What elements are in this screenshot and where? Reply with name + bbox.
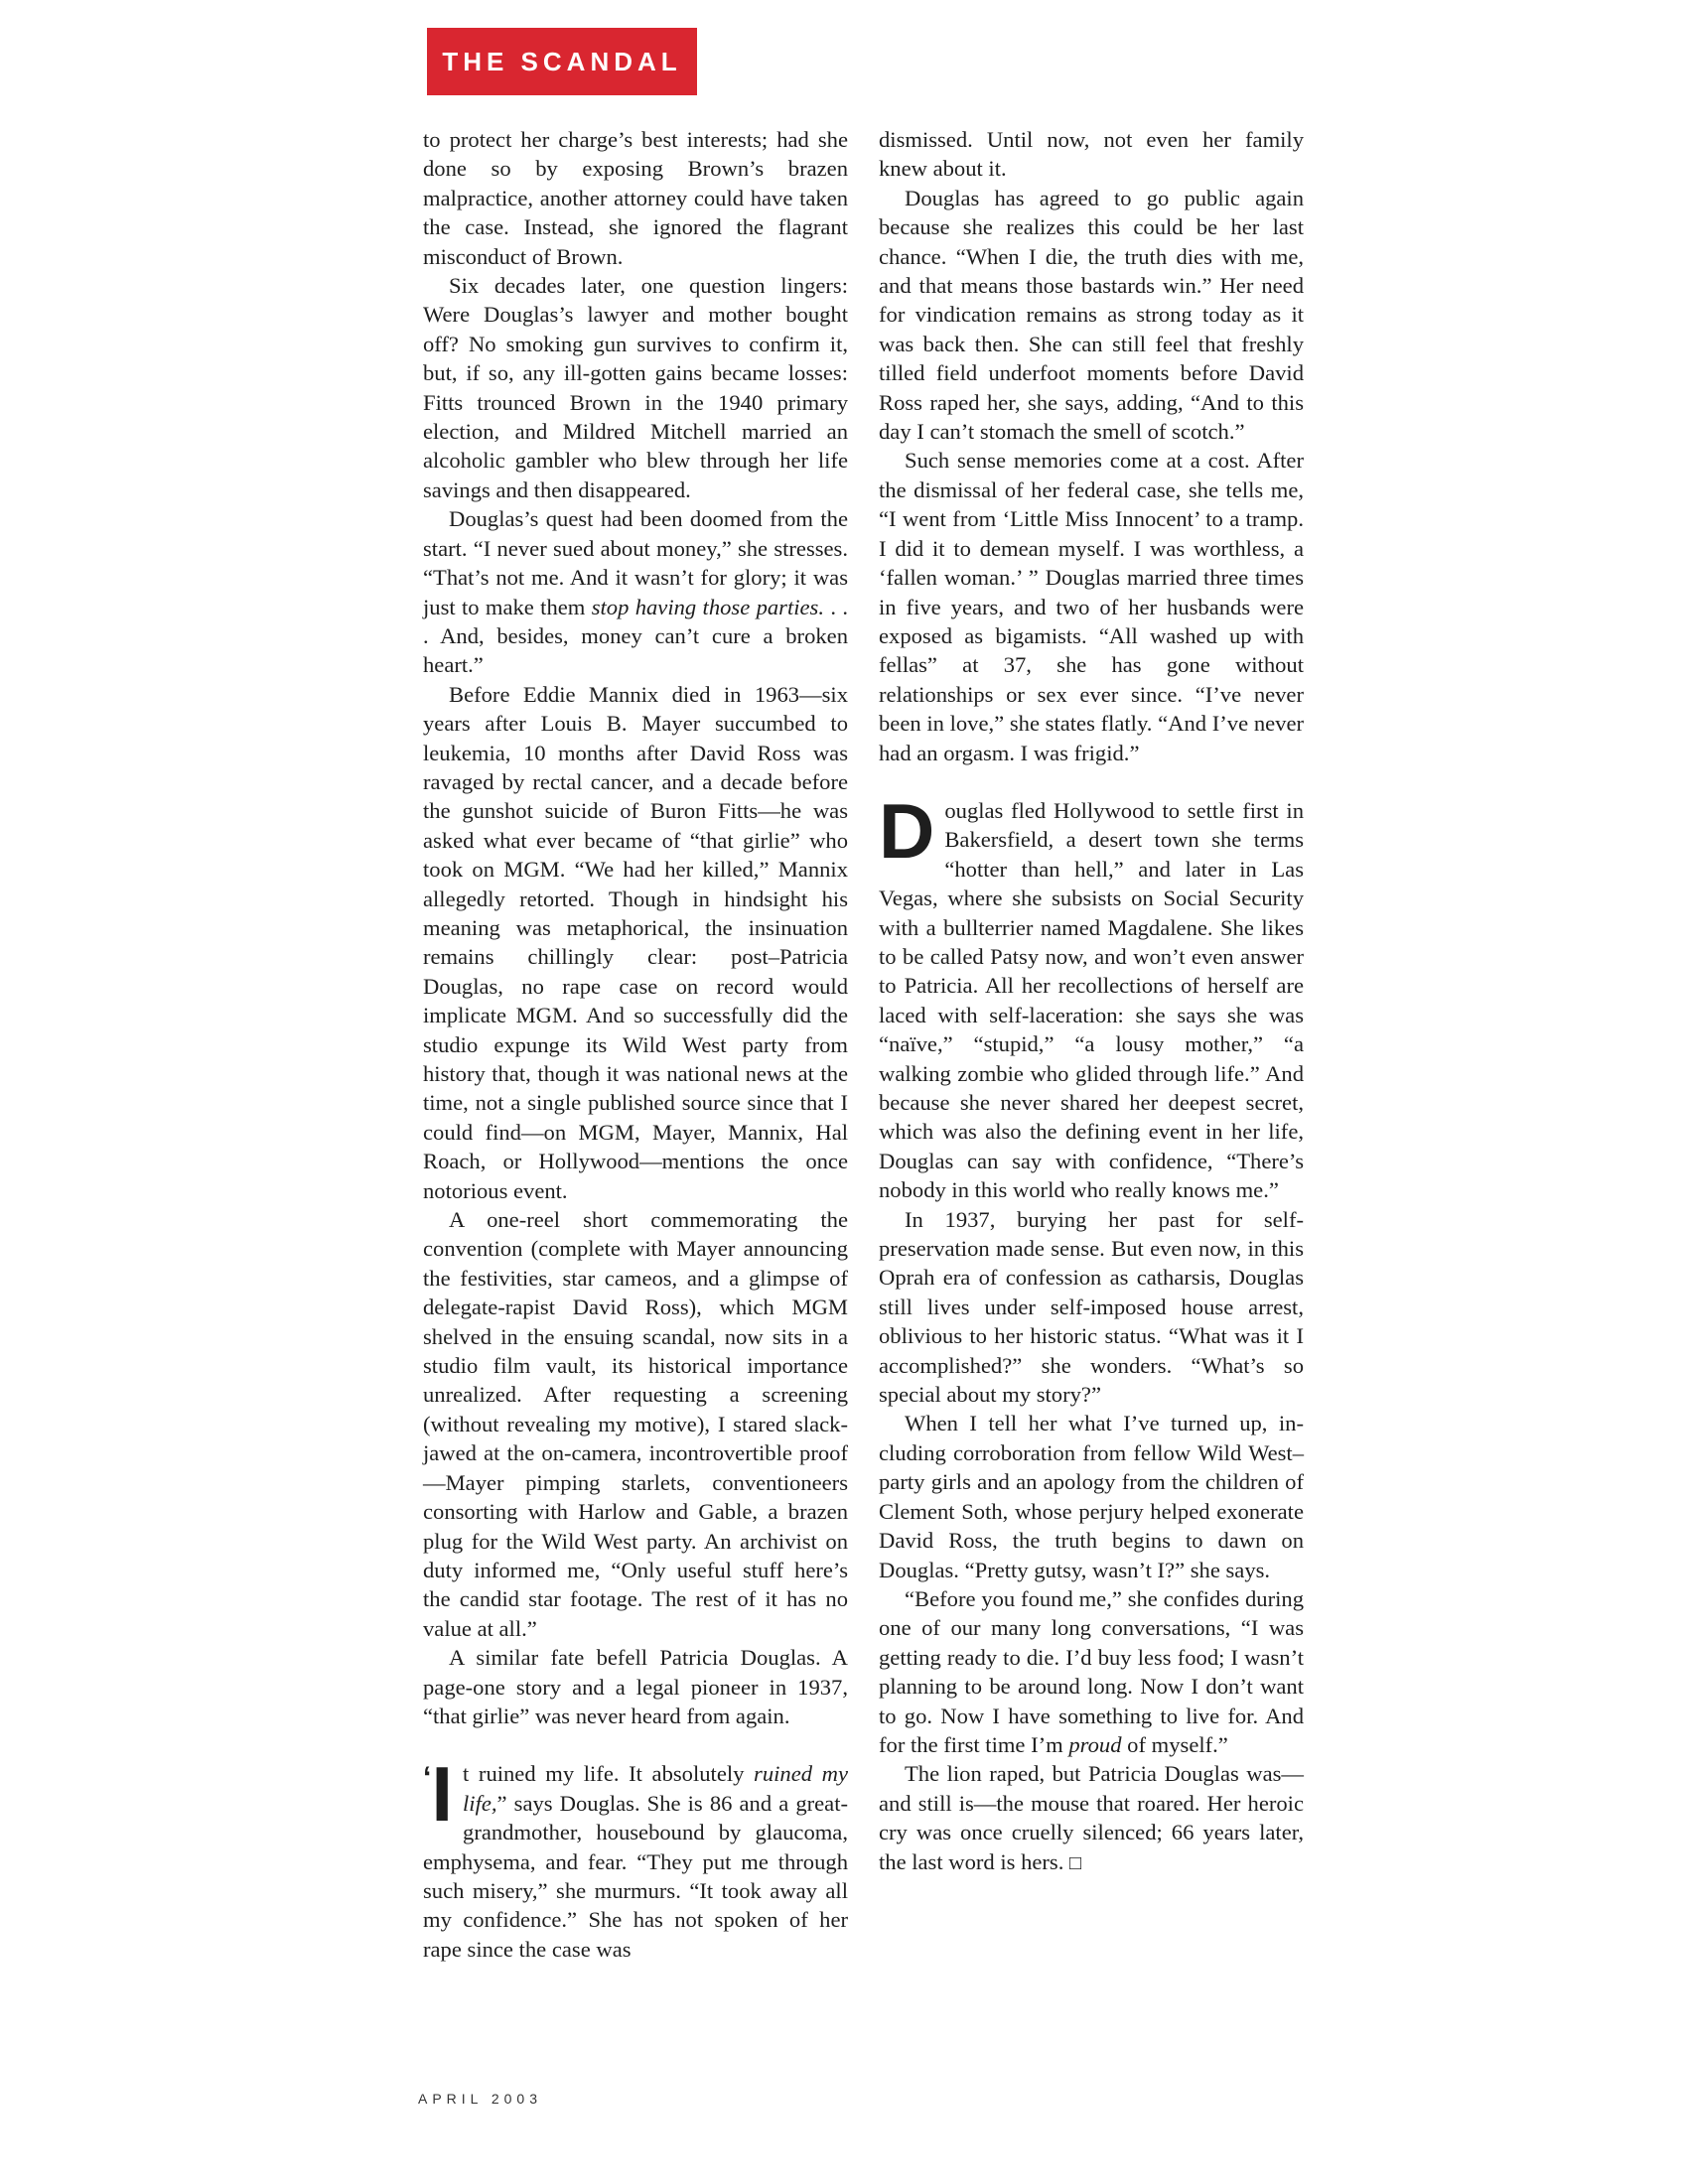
text-run: ” says Douglas. She is 86 and a great-grandmother, housebound by glaucoma, emphysema, and fear. “They put me through such misery,” she murmurs. “It took away all my confidence.” She has not spoken of her rape since the case was — [423, 1790, 848, 1962]
end-mark: □ — [1069, 1851, 1082, 1874]
paragraph — [879, 1584, 1304, 1759]
drop-cap-quote: ‘ — [423, 1761, 432, 1795]
paragraph-dropcap — [879, 786, 1304, 1205]
paragraph: Douglas has agreed to go public again because she realizes this could be her last chance. “When I die, the truth dies with me, and that means those bastards win.” Her need for vindication remains as strong today as it was back then. She can still feel that freshly tilled field underfoot moments before David Ross raped her, she says, adding, “And to this day I can’t stomach the smell of scotch.” — [879, 185, 1304, 445]
paragraph: Before Eddie Mannix died in 1963—six years after Louis B. Mayer succumbed to leukemia, 10 months after David Ross was ravaged by rectal cancer, and a decade before the gunshot suicide of Buron Fitts—he was asked what ever became of “that girlie” who took on MGM. “We had her killed,” Mannix allegedly retorted. Though in hindsight his meaning was metaphorical, the insinuation remains chillingly clear: post–Patricia Douglas, no rape case on record would implicate MGM. And so successfully did the studio expunge its Wild West party from history that, though it was national news at the time, not a single published source since that I could find—on MGM, Mayer, Mannix, Hal Roach, or Hollywood—mentions the once notorious event. — [423, 681, 848, 1203]
paragraph: Six decades later, one question lingers: Were Douglas’s lawyer and mother bought off? No smoking gun survives to confirm it, but, if so, any ill-gotten gains became losses: Fitts trounced Brown in the 1940 primary election, and Mildred Mitchell married an alcoholic gambler who blew through her life savings and then disappeared. — [423, 273, 848, 502]
paragraph: When I tell her what I’ve turned up, including corroboration from fellow Wild West–party girls and an apology from the children of Clement Soth, whose perjury helped exonerate David Ross, the truth begins to dawn on Douglas. “Pretty gutsy, wasn’t I?” she says. — [879, 1411, 1304, 1582]
text-run: The lion raped, but Patricia Douglas was—and still is—the mouse that roared. Her heroic cry was once cruelly silenced; 66 years later, the last word is hers. — [879, 1761, 1304, 1874]
text-run: t ruined my life. It absolutely — [463, 1761, 755, 1787]
paragraph: A similar fate befell Patricia Douglas. A page-one story and a legal pioneer in 1937, “that girlie” was never heard from again. — [423, 1645, 848, 1728]
text-run: “Before you found me,” she confides during one of our many long conversations, “I was getting ready to die. I’d buy less food; I wasn’t planning to be around long. Now I don’t want to go. Now I have something to live for. And for the first time I’m — [879, 1585, 1304, 1757]
section-tag: THE SCANDAL — [427, 28, 697, 95]
text-run: . . . And, besides, money can’t cure a broken heart.” — [423, 594, 848, 678]
drop-cap-letter: I — [431, 1750, 454, 1839]
paragraph-dropcap — [423, 1750, 849, 1964]
paragraph — [879, 1759, 1304, 1878]
right-column — [879, 125, 1304, 1878]
emphasis: ruined my life, — [463, 1761, 849, 1816]
text-run: Douglas’s quest had been doomed from the start. “I never sued about money,” she stresses. “That’s not me. And it wasn’t for glory; it was just to make them — [423, 506, 848, 619]
paragraph: Such sense memories come at a cost. After the dismissal of her federal case, she tells me, “I went from ‘Little Miss Innocent’ to a tramp. I did it to demean myself. I was worthless, a ‘fallen woman.’ ” Douglas married three times in five years, and two of her husbands were exposed as bigamists. “All washed up with fellas” at 37, she has gone without relationships or sex ever since. “I’ve never been in love,” she states flatly. “And I’ve never had an orgasm. I was frigid.” — [879, 448, 1304, 765]
paragraph: A one-reel short commemorating the convention (complete with Mayer announcing the festivities, star cameos, and a glimpse of delegate-rapist David Ross), which MGM shelved in the ensuing scandal, now sits in a studio film vault, its historical importance unrealized. After requesting a screening (without revealing my motive), I stared slack-jawed at the on-camera, incontrovertible proof—Mayer pimping starlets, conventioneers consorting with Harlow and Gable, a brazen plug for the Wild West party. An archivist on duty informed me, “Only useful stuff here’s the candid star footage. The rest of it has no value at all.” — [423, 1207, 848, 1641]
page-footer-date: APRIL 2003 — [418, 2091, 542, 2107]
drop-cap: D — [879, 786, 935, 875]
emphasis: stop having those parties. — [591, 594, 824, 619]
paragraph: to protect her charge’s best interests; had she done so by exposing Brown’s brazen malpractice, another attorney could have taken the case. Instead, she ignored the flagrant misconduct of Brown. — [423, 127, 848, 269]
drop-cap — [423, 1750, 454, 1839]
left-column — [423, 125, 848, 1964]
paragraph: dismissed. Until now, not even her family knew about it. — [879, 127, 1304, 182]
paragraph — [423, 504, 848, 679]
emphasis: proud — [1068, 1731, 1122, 1757]
text-run: of myself.” — [1121, 1731, 1228, 1757]
paragraph: In 1937, burying her past for self-preservation made sense. But even now, in this Oprah era of confession as catharsis, Douglas still lives under self-imposed house arrest, oblivious to her historic status. “What was it I accomplished?” she wonders. “What’s so special about my story?” — [879, 1206, 1304, 1408]
text-run: ouglas fled Hollywood to settle first in Bakersfield, a desert town she terms “hotter than hell,” and later in Las Vegas, where she subsists on Social Security with a bullterrier named Magdalene. She likes to be called Patsy now, and won’t even answer to Patricia. All her recollections of herself are laced with self-laceration: she says she was “naïve,” “stupid,” “a lousy mother,” “a walking zombie who glided through life.” And because she never shared her deepest secret, which was also the defining event in her life, Douglas can say with confidence, “There’s nobody in this world who really knows me.” — [879, 797, 1304, 1203]
